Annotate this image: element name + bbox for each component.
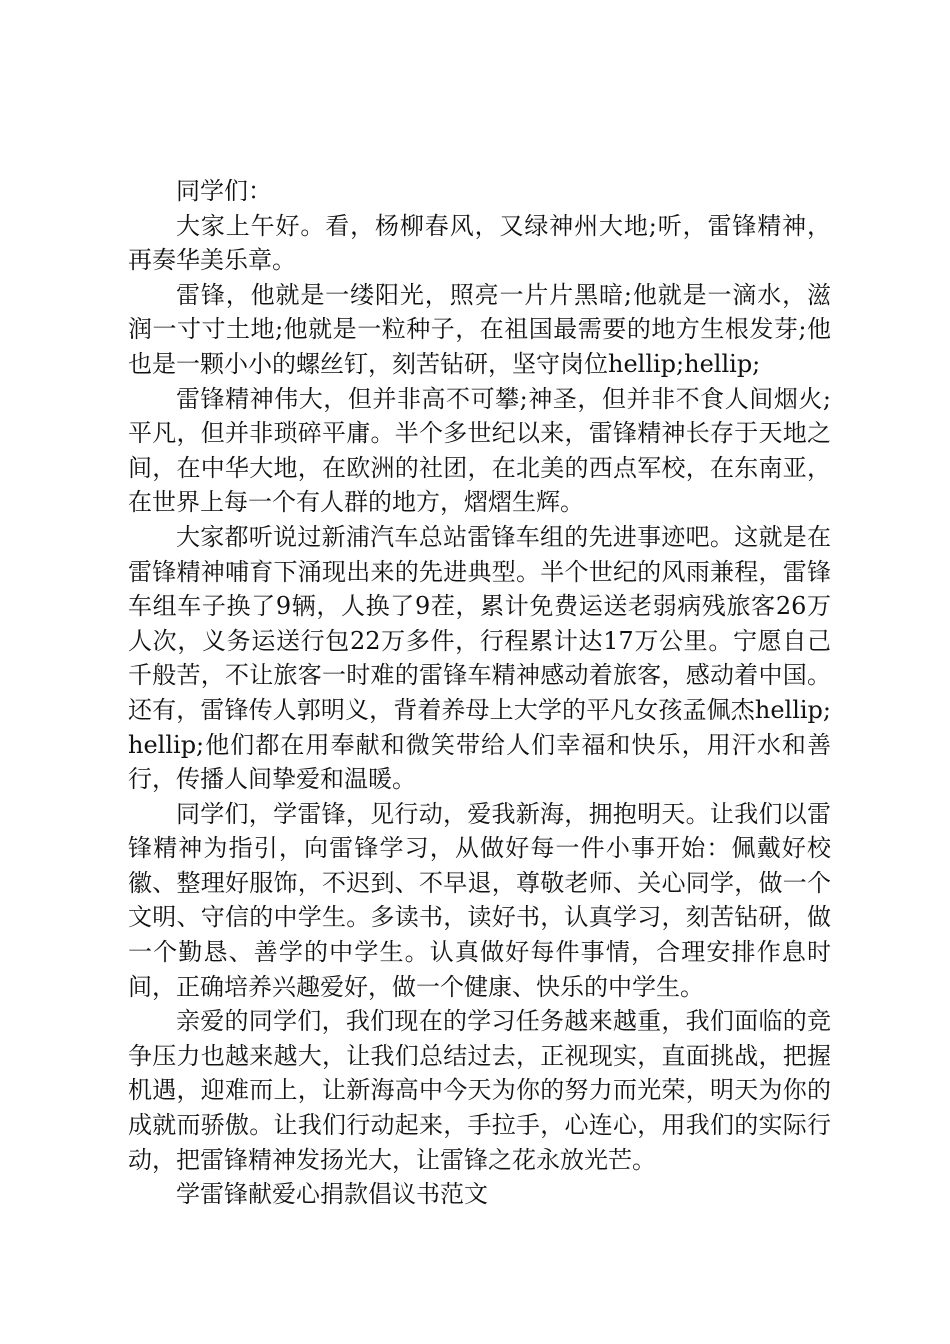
paragraph-leifeng-metaphor: 雷锋，他就是一缕阳光，照亮一片片黑暗;他就是一滴水，滋润一寸寸土地;他就是一粒种子，在祖国最需要的地方生根发芽;他也是一颗小小的螺丝钉，刻苦钻研，坚守岗位hellip;hellip; [128, 280, 831, 378]
paragraph-call-to-action: 同学们，学雷锋，见行动，爱我新海，拥抱明天。让我们以雷锋精神为指引，向雷锋学习，从做好每一件小事开始：佩戴好校徽、整理好服饰，不迟到、不早退，尊敬老师、关心同学，做一个文明、守信的中学生。多读书，读好书，认真学习，刻苦钻研，做一个勤恳、善学的中学生。认真做好每件事情，合理安排作息时间，正确培养兴趣爱好，做一个健康、快乐的中学生。 [128, 799, 831, 1001]
paragraph-bus-team: 大家都听说过新浦汽车总站雷锋车组的先进事迹吧。这就是在雷锋精神哺育下涌现出来的先进典型。半个世纪的风雨兼程，雷锋车组车子换了9辆，人换了9茬，累计免费运送老弱病残旅客26万人次，义务运送行包22万多件，行程累计达17万公里。宁愿自己千般苦，不让旅客一时难的雷锋车精神感动着旅客，感动着中国。还有，雷锋传人郭明义，背着养母上大学的平凡女孩孟佩杰hellip;hellip;他们都在用奉献和微笑带给人们幸福和快乐，用汗水和善行，传播人间挚爱和温暖。 [128, 522, 831, 794]
paragraph-greeting: 大家上午好。看，杨柳春风，又绿神州大地;听，雷锋精神，再奏华美乐章。 [128, 211, 831, 275]
paragraph-spirit-great: 雷锋精神伟大，但并非高不可攀;神圣，但并非不食人间烟火;平凡，但并非琐碎平庸。半个多世纪以来，雷锋精神长存于天地之间，在中华大地，在欧洲的社团，在北美的西点军校，在东南亚，在世界上每一个有人群的地方，熠熠生辉。 [128, 384, 831, 517]
paragraph-closing: 亲爱的同学们，我们现在的学习任务越来越重，我们面临的竞争压力也越来越大，让我们总结过去，正视现实，直面挑战，把握机遇，迎难而上，让新海高中今天为你的努力而光荣，明天为你的成就而骄傲。让我们行动起来，手拉手，心连心，用我们的实际行动，把雷锋精神发扬光大，让雷锋之花永放光芒。 [128, 1007, 831, 1174]
salutation: 同学们： [176, 177, 272, 205]
document-body [128, 174, 831, 1212]
next-section-title: 学雷锋献爱心捐款倡议书范文 [176, 1180, 488, 1209]
